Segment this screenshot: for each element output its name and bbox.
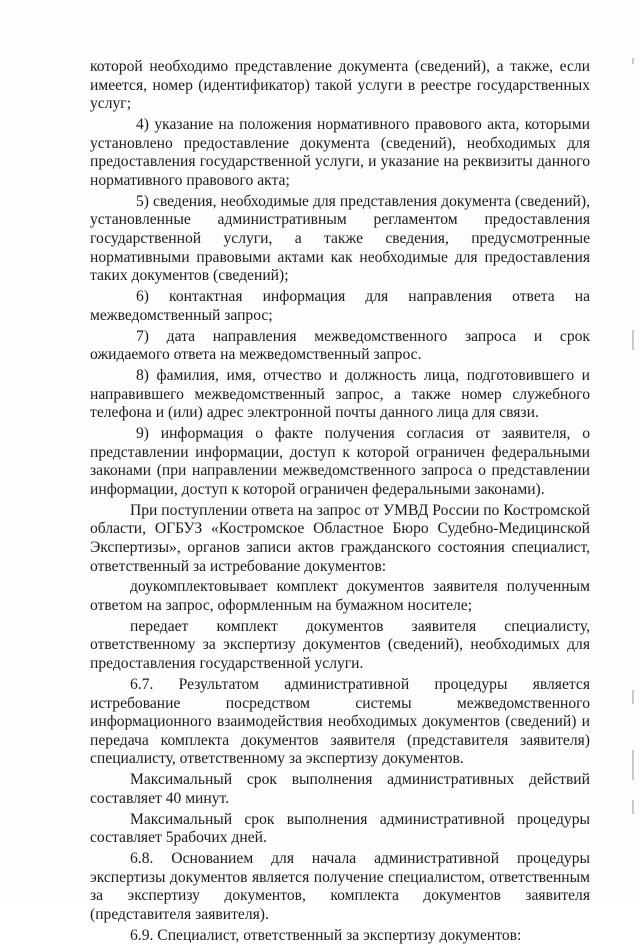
paragraph-section-6-8: 6.8. Основанием для начала административной процедуры экспертизы документов является получение специалистом, ответственным за экспертизу документов, комплекта документов заявителя (представителя заявителя).: [90, 850, 590, 923]
paragraph-item-5: 5) сведения, необходимые для представления документа (сведений), установленные административным регламентом предоставления государственной услуги, а также сведения, предусмотренные нормативными правовыми актами как необходимые для предоставления таких документов (сведений);: [90, 192, 590, 285]
document-body: [90, 58, 590, 948]
paragraph-section-6-9: 6.9. Специалист, ответственный за экспертизу документов:: [130, 926, 522, 944]
paragraph-continuation: которой необходимо представление документа (сведений), а также, если имеется, номер (идентификатор) такой услуги в реестре государственных услуг;: [90, 58, 590, 113]
paragraph-item-4: 4) указание на положения нормативного правового акта, которыми установлено предоставление документа (сведений), необходимых для предоставления государственной услуги, и указание на реквизиты данного нормативного правового акта;: [90, 116, 590, 189]
scan-artifact-mark: [632, 690, 634, 704]
paragraph-max-time-procedure: Максимальный срок выполнения административной процедуры составляет 5рабочих дней.: [90, 810, 590, 847]
paragraph-item-7: 7) дата направления межведомственного запроса и срок ожидаемого ответа на межведомственный запрос.: [90, 327, 590, 364]
paragraph-section-6-7: 6.7. Результатом административной процедуры является истребование посредством системы межведомственного информационного взаимодействия необходимых документов (сведений) и передача комплекта документов заявителя (представителя заявителя) специалисту, ответственному за экспертизу документов.: [90, 675, 590, 768]
paragraph-item-8: 8) фамилия, имя, отчество и должность лица, подготовившего и направившего межведомственный запрос, а также номер служебного телефона и (или) адрес электронной почты данного лица для связи.: [90, 366, 590, 422]
paragraph-transfers-set: передает комплект документов заявителя специалисту, ответственному за экспертизу документов (сведений), необходимых для предоставления государственной услуги.: [90, 617, 590, 673]
scan-artifact-mark: [632, 800, 634, 814]
scan-artifact-mark: [632, 58, 634, 64]
paragraph-max-time-actions: Максимальный срок выполнения административных действий составляет 40 минут.: [90, 771, 590, 807]
scan-artifact-mark: [632, 750, 634, 780]
paragraph-item-9: 9) информация о факте получения согласия от заявителя, о представлении информации, доступ к которой ограничен федеральными законами (при направлении межведомственного запроса о представлении информации, доступ к которой ограничен федеральными законами).: [90, 425, 590, 498]
paragraph-item-6: 6) контактная информация для направления ответа на межведомственный запрос;: [90, 288, 590, 324]
paragraph-completes-set: доукомплектовывает комплект документов заявителя полученным ответом на запрос, оформленным на бумажном носителе;: [90, 578, 590, 614]
scan-artifact-mark: [632, 330, 634, 350]
paragraph-response-received: При поступлении ответа на запрос от УМВД России по Костромской области, ОГБУЗ «Костромское Областное Бюро Судебно-Медицинской Экспертизы», органов записи актов гражданского состояния специалист, ответственный за истребование документов:: [90, 501, 590, 575]
